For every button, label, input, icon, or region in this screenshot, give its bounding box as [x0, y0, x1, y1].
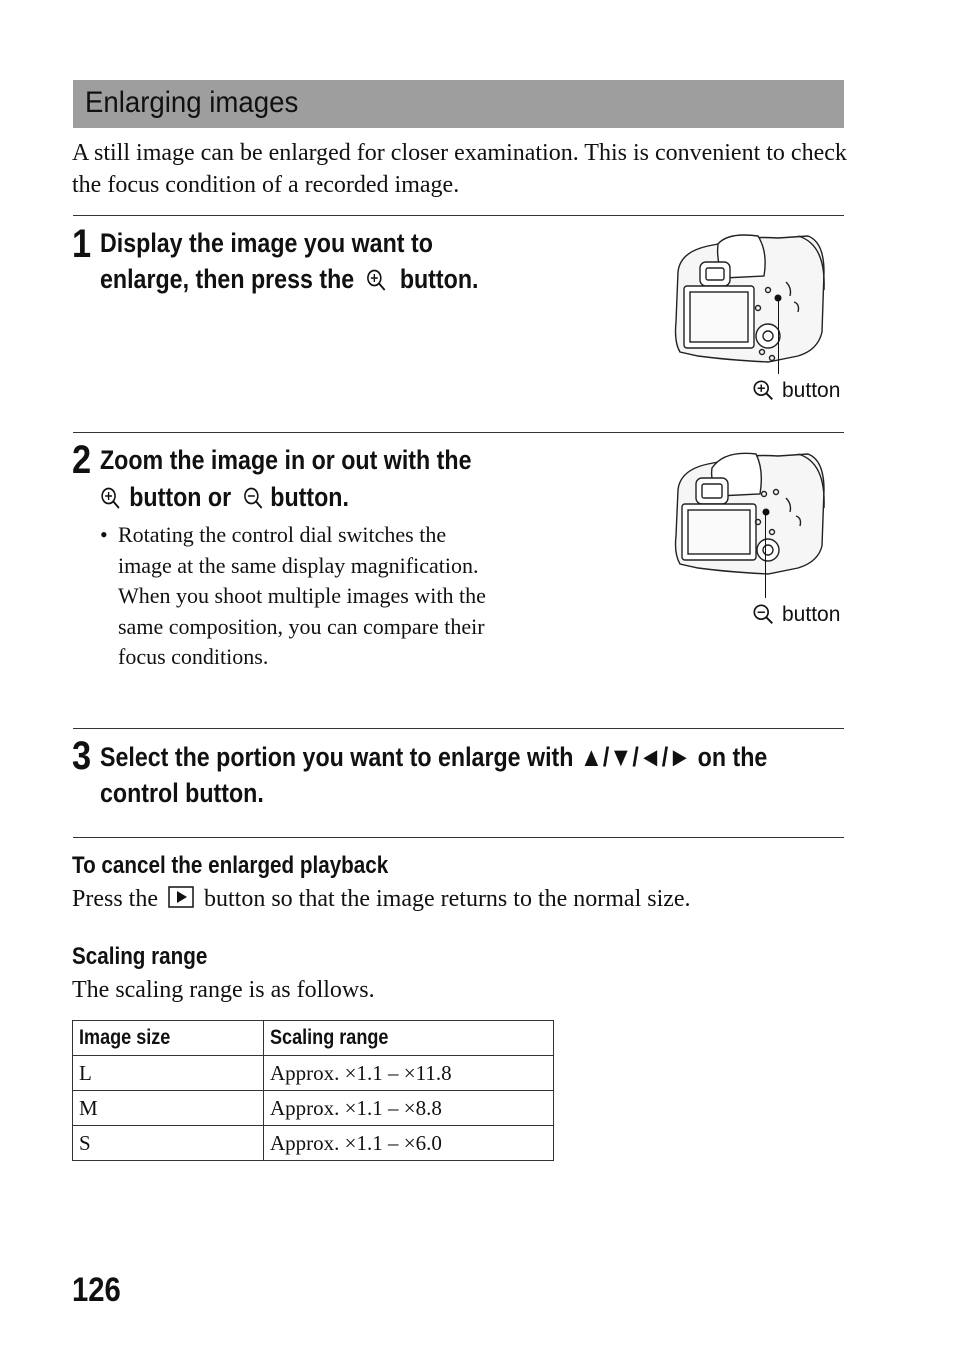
step-3-number: 3: [72, 734, 92, 778]
step-1-line2: [100, 261, 478, 297]
callout-label: button: [782, 379, 841, 402]
cancel-text-a: Press the: [72, 886, 158, 912]
table-row: [73, 1056, 554, 1091]
table-cell: S: [73, 1126, 264, 1161]
callout-line-1: [778, 298, 779, 374]
zoom-in-icon: [752, 379, 776, 403]
table-header: Image size: [73, 1021, 264, 1056]
bullet-dot: •: [100, 522, 108, 547]
scaling-heading: Scaling range: [72, 943, 208, 970]
camera-illustration-1: [668, 232, 832, 382]
step-1-line1: Display the image you want to: [100, 228, 433, 258]
section-title: Enlarging images: [85, 86, 299, 119]
step-3-line1: Select the portion you want to enlarge with ▲/▼/◄/► on the: [100, 742, 768, 772]
cancel-text-b: button so that the image returns to the normal size.: [204, 886, 691, 912]
cancel-text: [72, 884, 691, 914]
scaling-table: [72, 1020, 554, 1161]
table-cell: L: [73, 1056, 264, 1091]
step-2-number: 2: [72, 438, 92, 482]
step-1-number: 1: [72, 222, 92, 266]
table-header-row: [73, 1021, 554, 1056]
step-3-line2: control button.: [100, 778, 264, 808]
table-cell: Approx. ×1.1 – ×11.8: [264, 1056, 554, 1091]
callout-label: button: [782, 603, 841, 626]
intro-paragraph: A still image can be enlarged for closer examination. This is convenient to check the focus condition of a recorded image.: [72, 140, 847, 198]
divider: [73, 837, 844, 838]
zoom-out-icon: [752, 603, 776, 627]
step-1-line2-b: button.: [399, 264, 479, 294]
table-row: [73, 1126, 554, 1161]
divider: [73, 728, 844, 729]
table-cell: Approx. ×1.1 – ×6.0: [264, 1126, 554, 1161]
bullet-text: Rotating the control dial switches the image at the same display magnification. When you shoot multiple images with the same composition, you can compare their focus conditions.: [118, 522, 486, 670]
step-2-line1: Zoom the image in or out with the: [100, 445, 472, 475]
table-cell: M: [73, 1091, 264, 1126]
step-2-line2-b: button.: [270, 482, 349, 512]
step-2-line2: [100, 479, 349, 515]
cancel-heading: To cancel the enlarged playback: [72, 852, 389, 879]
scaling-text: The scaling range is as follows.: [72, 977, 375, 1003]
step-2-line2-a: button or: [129, 482, 232, 512]
step-1-line2-a: enlarge, then press the: [100, 264, 355, 294]
zoom-out-icon: [243, 486, 265, 512]
step-2-bullet: [100, 520, 490, 704]
zoom-in-icon: [100, 486, 122, 512]
page-number: 126: [72, 1271, 121, 1309]
zoom-out-button-callout: [752, 603, 840, 627]
divider: [73, 432, 844, 433]
playback-icon: [168, 886, 194, 908]
callout-line-2: [765, 512, 766, 598]
divider: [73, 215, 844, 216]
table-cell: Approx. ×1.1 – ×8.8: [264, 1091, 554, 1126]
camera-illustration-2: [668, 450, 832, 590]
zoom-in-icon: [366, 268, 388, 294]
zoom-in-button-callout: [752, 379, 840, 403]
table-row: [73, 1091, 554, 1126]
table-header: Scaling range: [264, 1021, 554, 1056]
